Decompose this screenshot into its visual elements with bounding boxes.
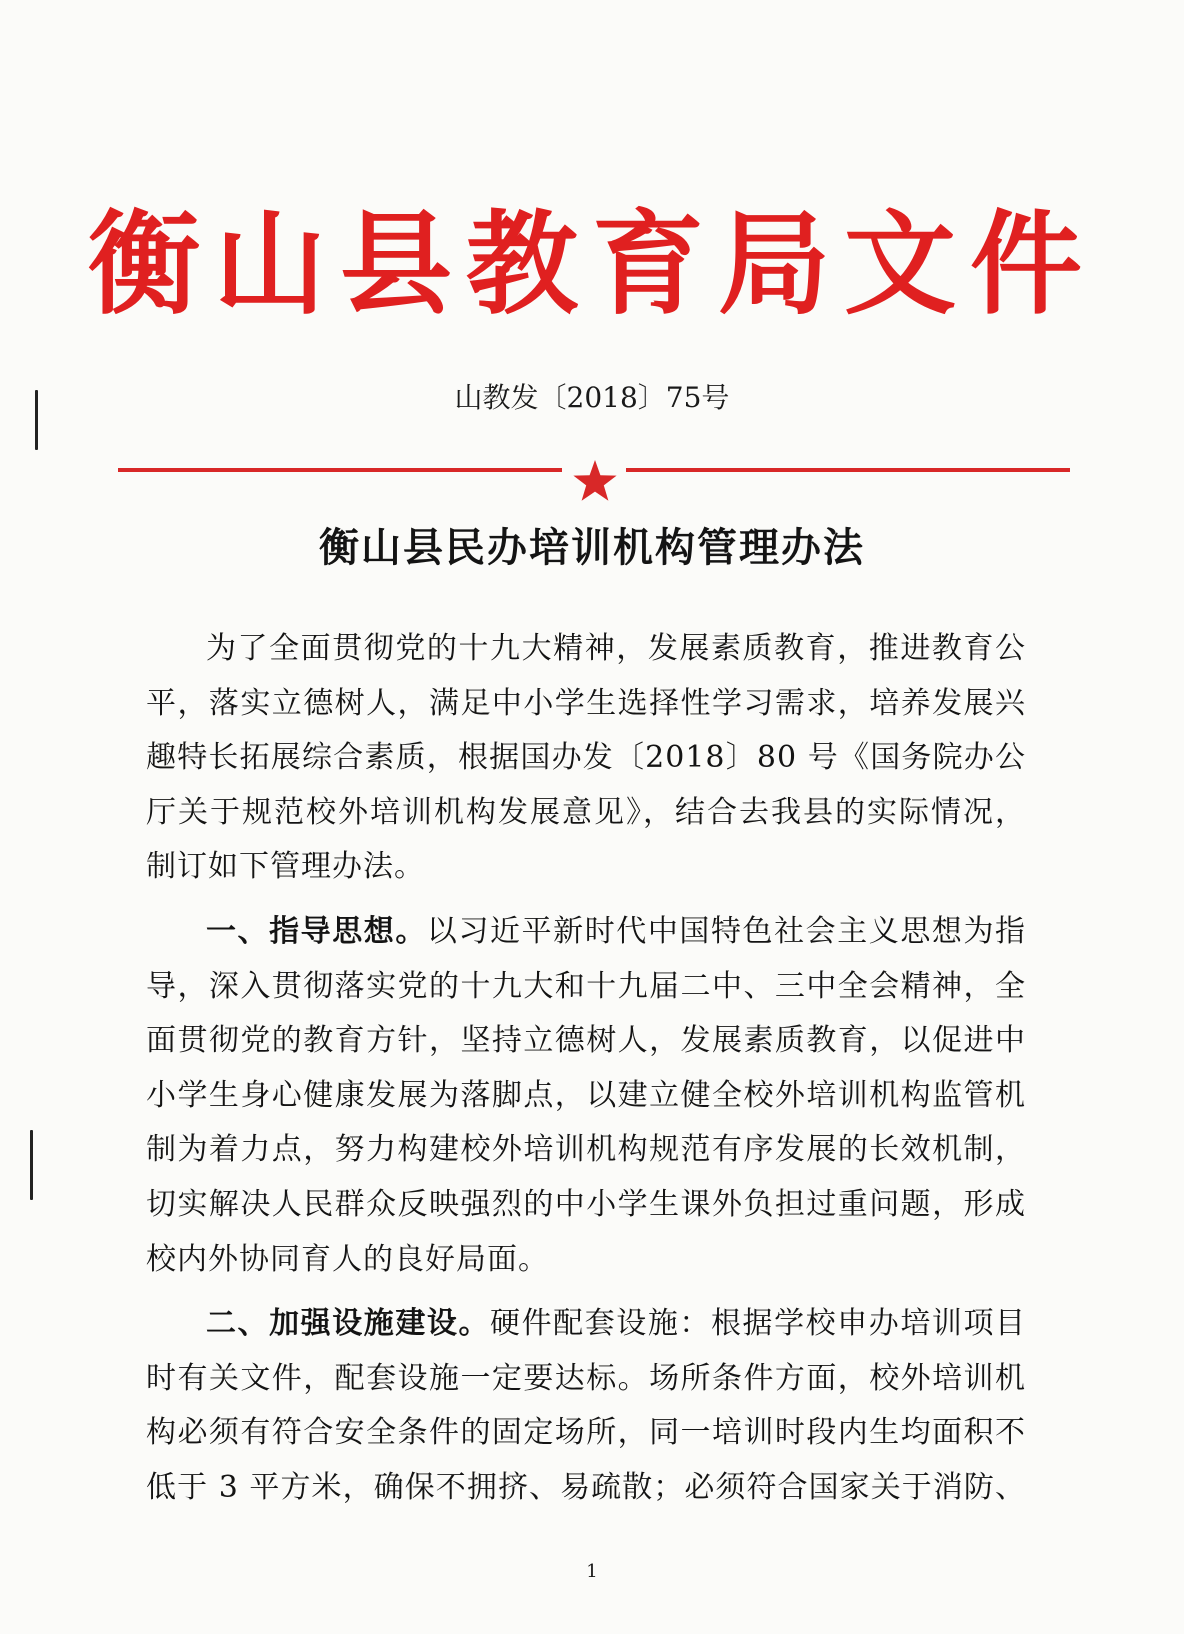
red-divider-right bbox=[626, 468, 1070, 472]
paragraph-line: 厅关于规范校外培训机构发展意见》，结合去我县的实际情况， bbox=[146, 794, 1026, 830]
paragraph-line: 制订如下管理办法。 bbox=[146, 849, 425, 885]
binding-mark bbox=[30, 1130, 33, 1200]
issuing-authority-header: 衡山县教育局文件 bbox=[88, 200, 1096, 330]
paragraph-line: 时有关文件，配套设施一定要达标。场所条件方面，校外培训机 bbox=[146, 1360, 1026, 1396]
section-first-line bbox=[146, 1297, 1026, 1352]
document-body bbox=[146, 622, 1026, 1516]
paragraph-line: 平，落实立德树人，满足中小学生选择性学习需求，培养发展兴 bbox=[146, 685, 1026, 721]
section-text: 硬件配套设施：根据学校申办培训项目 bbox=[490, 1306, 1027, 1342]
document-number: 山教发〔2018〕75号 bbox=[454, 381, 730, 414]
paragraph-line: 趣特长拓展综合素质，根据国办发〔2018〕80 号《国务院办公 bbox=[146, 740, 1026, 776]
paragraph-line: 低于 3 平方米，确保不拥挤、易疏散；必须符合国家关于消防、 bbox=[146, 1469, 1026, 1505]
paragraph-line: 小学生身心健康发展为落脚点，以建立健全校外培训机构监管机 bbox=[146, 1077, 1026, 1113]
red-star-icon bbox=[572, 458, 618, 502]
page-number: 1 bbox=[586, 1561, 598, 1582]
red-divider-left bbox=[118, 468, 562, 472]
paragraph-line: 构必须有符合安全条件的固定场所，同一培训时段内生均面积不 bbox=[146, 1415, 1026, 1451]
paragraph-line: 导，深入贯彻落实党的十九大和十九届二中、三中全会精神，全 bbox=[146, 968, 1026, 1004]
section-first-line bbox=[146, 905, 1026, 960]
paragraph-line: 切实解决人民群众反映强烈的中小学生课外负担过重问题，形成 bbox=[146, 1186, 1026, 1222]
paragraph-line: 制为着力点，努力构建校外培训机构规范有序发展的长效机制， bbox=[146, 1132, 1026, 1168]
paragraph-line: 为了全面贯彻党的十九大精神，发展素质教育，推进教育公 bbox=[206, 631, 1026, 666]
document-title: 衡山县民办培训机构管理办法 bbox=[319, 524, 865, 571]
paragraph-line: 面贯彻党的教育方针，坚持立德树人，发展素质教育，以促进中 bbox=[146, 1023, 1026, 1059]
section-heading: 一、指导思想。 bbox=[206, 913, 427, 949]
section-heading: 二、加强设施建设。 bbox=[206, 1306, 491, 1342]
section-text: 以习近平新时代中国特色社会主义思想为指 bbox=[426, 913, 1027, 949]
paragraph-line: 校内外协同育人的良好局面。 bbox=[146, 1241, 549, 1277]
